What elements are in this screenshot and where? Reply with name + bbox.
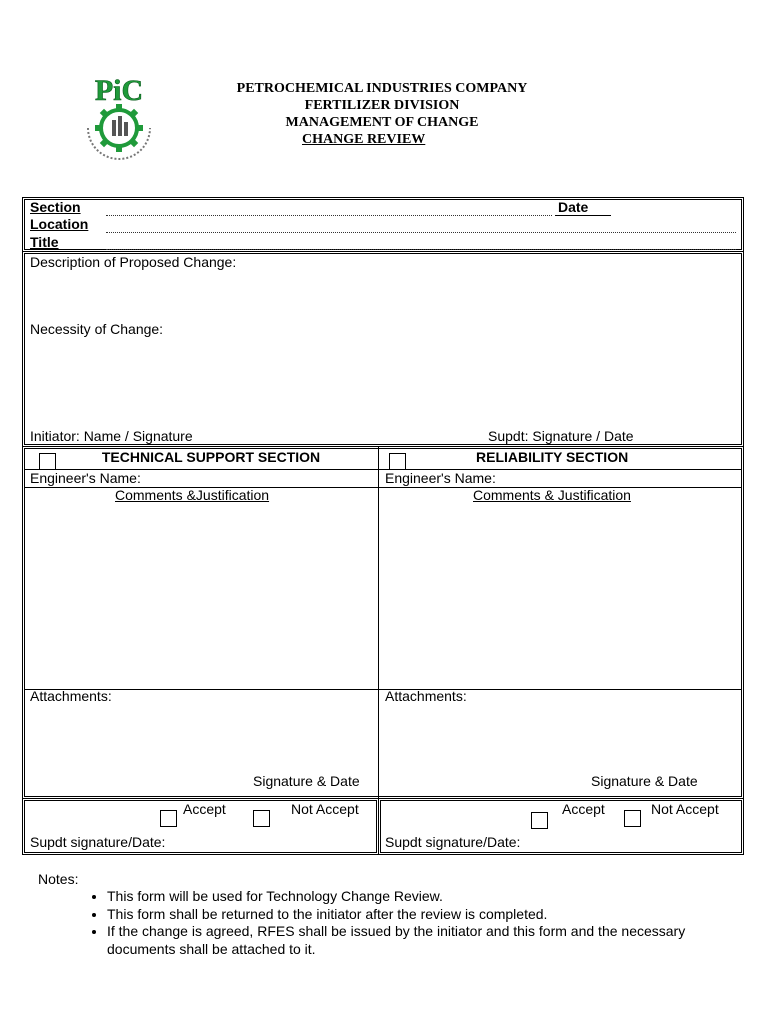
reliability-not-accept-checkbox[interactable] xyxy=(624,810,641,827)
notes-list xyxy=(84,888,727,958)
logo-text: PiC xyxy=(94,74,144,107)
section-field[interactable] xyxy=(106,215,552,216)
technical-accept-label: Accept xyxy=(183,801,226,817)
date-label: Date xyxy=(558,199,589,215)
technical-supdt-label: Supdt signature/Date: xyxy=(30,834,166,850)
technical-engineer-label: Engineer's Name: xyxy=(30,470,141,486)
note-item: • If the change is agreed, RFES shall be issued by the initiator and this form and the necessary documents shall be attached to it. xyxy=(107,923,727,958)
location-label: Location xyxy=(30,216,89,232)
reliability-section-title: RELIABILITY SECTION xyxy=(476,449,629,465)
reliability-not-accept-label: Not Accept xyxy=(651,801,719,817)
attachments-line xyxy=(24,689,742,690)
title-label: Title xyxy=(30,234,59,250)
department-name: MANAGEMENT OF CHANGE xyxy=(285,115,479,130)
technical-signature-label: Signature & Date xyxy=(253,773,360,789)
reliability-accept-checkbox[interactable] xyxy=(531,812,548,829)
reliability-engineer-label: Engineer's Name: xyxy=(385,470,496,486)
supdt-signature-label: Supdt: Signature / Date xyxy=(488,428,634,444)
form-title: CHANGE REVIEW xyxy=(302,132,426,147)
initiator-label: Initiator: Name / Signature xyxy=(30,428,193,444)
reliability-comments-label: Comments & Justification xyxy=(473,487,631,503)
date-underline xyxy=(555,215,611,216)
company-logo xyxy=(74,68,164,168)
title-field[interactable] xyxy=(106,249,736,250)
section-label: Section xyxy=(30,199,81,215)
reliability-section-checkbox[interactable] xyxy=(389,453,406,470)
technical-not-accept-label: Not Accept xyxy=(291,801,359,817)
company-name: PETROCHEMICAL INDUSTRIES COMPANY xyxy=(236,81,528,96)
division-name: FERTILIZER DIVISION xyxy=(304,98,460,113)
reliability-signature-label: Signature & Date xyxy=(591,773,698,789)
reliability-supdt-label: Supdt signature/Date: xyxy=(385,834,521,850)
info-box xyxy=(22,197,744,252)
technical-attachments-label: Attachments: xyxy=(30,688,112,704)
technical-accept-checkbox[interactable] xyxy=(160,810,177,827)
proposal-box xyxy=(22,251,744,447)
reliability-attachments-label: Attachments: xyxy=(385,688,467,704)
location-field[interactable] xyxy=(106,232,736,233)
technical-comments-label: Comments &Justification xyxy=(115,487,270,503)
note-item: • This form will be used for Technology Change Review. xyxy=(107,888,727,906)
notes-label: Notes: xyxy=(38,871,79,887)
note-item: • This form shall be returned to the initiator after the review is completed. xyxy=(107,906,727,924)
technical-not-accept-checkbox[interactable] xyxy=(253,810,270,827)
description-label: Description of Proposed Change: xyxy=(30,254,237,270)
reliability-accept-label: Accept xyxy=(562,801,605,817)
necessity-label: Necessity of Change: xyxy=(30,321,164,337)
technical-section-title: TECHNICAL SUPPORT SECTION xyxy=(101,449,321,465)
section-divider xyxy=(378,447,379,799)
